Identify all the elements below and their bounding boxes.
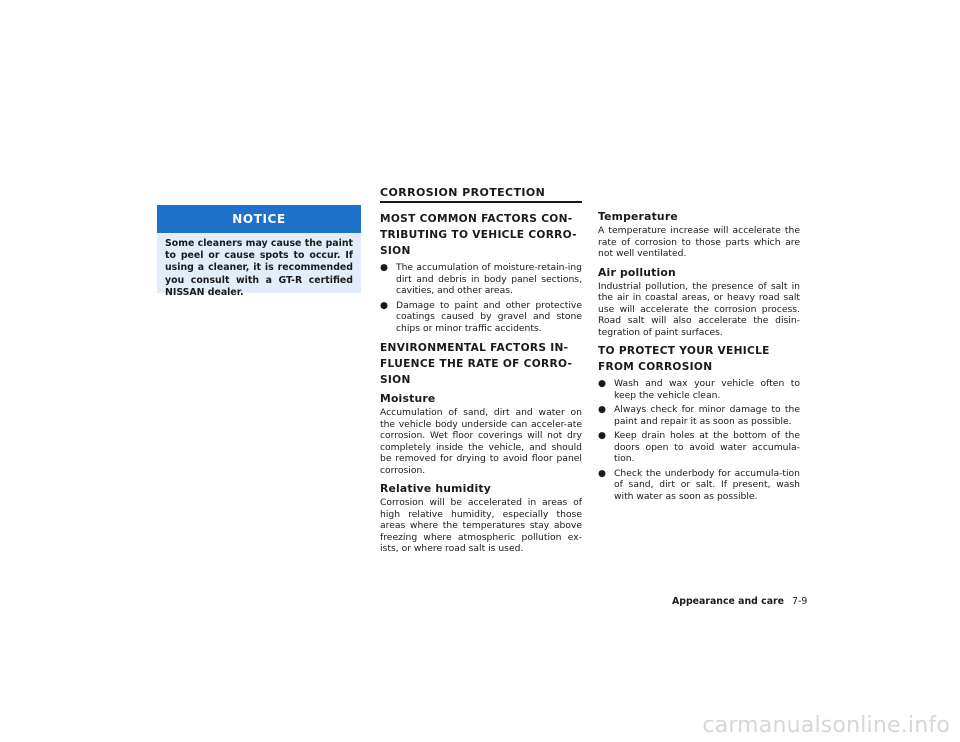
moisture-heading: Moisture: [380, 392, 436, 405]
temperature-heading: Temperature: [598, 210, 678, 223]
bullet-icon: ●: [598, 467, 607, 479]
list-item-text: Always check for minor damage to the paint and repair it as soon as possible.: [614, 404, 800, 427]
list-item: [598, 404, 800, 427]
footer-section-name: Appearance and care: [672, 596, 785, 607]
notice-text: Some cleaners may cause the paint to peel or cause spots to occur. If using a cleaner, it is recommended you consult with a GT-R certified NISSAN dealer.: [165, 238, 353, 298]
list-item-text: Keep drain holes at the bottom of the doors open to avoid water accumula-tion.: [614, 430, 800, 464]
protection-tips-list: [598, 378, 800, 502]
pollution-text: Industrial pollution, the presence of salt in the air in coastal areas, or heavy road salt use will accelerate the corrosion process. Road salt will also accelerate the disin-tegration of paint surfaces.: [598, 280, 800, 338]
list-item-text: Wash and wax your vehicle often to keep the vehicle clean.: [614, 378, 800, 401]
bullet-icon: ●: [380, 299, 389, 311]
bullet-icon: ●: [598, 404, 607, 415]
page-footer: [672, 596, 806, 607]
list-item-text: Damage to paint and other protective coatings caused by gravel and stone chips or minor traffic accidents.: [396, 299, 582, 334]
protect-heading: TO PROTECT YOUR VEHICLE FROM CORROSION: [598, 345, 770, 373]
section-title: CORROSION PROTECTION: [380, 186, 546, 199]
watermark: carmanualsonline.info: [702, 713, 950, 738]
list-item-text: The accumulation of moisture-retain-ing dirt and debris in body panel sections, cavities, and other areas.: [396, 262, 582, 296]
list-item: [598, 468, 800, 503]
right-column: [598, 209, 800, 508]
humidity-text: Corrosion will be accelerated in areas of high relative humidity, especially those areas where the temperatures stay above freezing where atmospheric pollution ex-ists, or where road salt is used.: [380, 497, 582, 554]
factors-heading: MOST COMMON FACTORS CON-TRIBUTING TO VEHICLE CORRO-SION: [380, 213, 577, 257]
bullet-icon: ●: [598, 430, 607, 441]
factors-list: [380, 262, 582, 334]
environment-heading: ENVIRONMENTAL FACTORS IN-FLUENCE THE RATE OF CORRO-SION: [380, 342, 573, 386]
moisture-text: Accumulation of sand, dirt and water on the vehicle body underside can acceler-ate corrosion. Wet floor coverings will not dry completely inside the vehicle, and should be removed for drying to avoid floor panel corrosion.: [380, 407, 582, 476]
list-item: [380, 262, 582, 297]
humidity-heading: Relative humidity: [380, 482, 491, 495]
left-column: [380, 211, 582, 560]
page-number: 7-9: [792, 596, 808, 607]
temperature-text: A temperature increase will accelerate the rate of corrosion to those parts which are not well ventilated.: [598, 225, 800, 259]
pollution-heading: Air pollution: [598, 265, 676, 279]
section-divider: [380, 201, 582, 203]
list-item: [598, 430, 800, 465]
list-item: [598, 378, 800, 401]
bullet-icon: ●: [380, 262, 389, 273]
list-item-text: Check the underbody for accumula-tion of sand, dirt or salt. If present, wash with water as soon as possible.: [614, 467, 800, 502]
list-item: [380, 300, 582, 335]
bullet-icon: ●: [598, 378, 607, 389]
notice-box: [157, 205, 361, 298]
notice-title: NOTICE: [157, 205, 361, 233]
